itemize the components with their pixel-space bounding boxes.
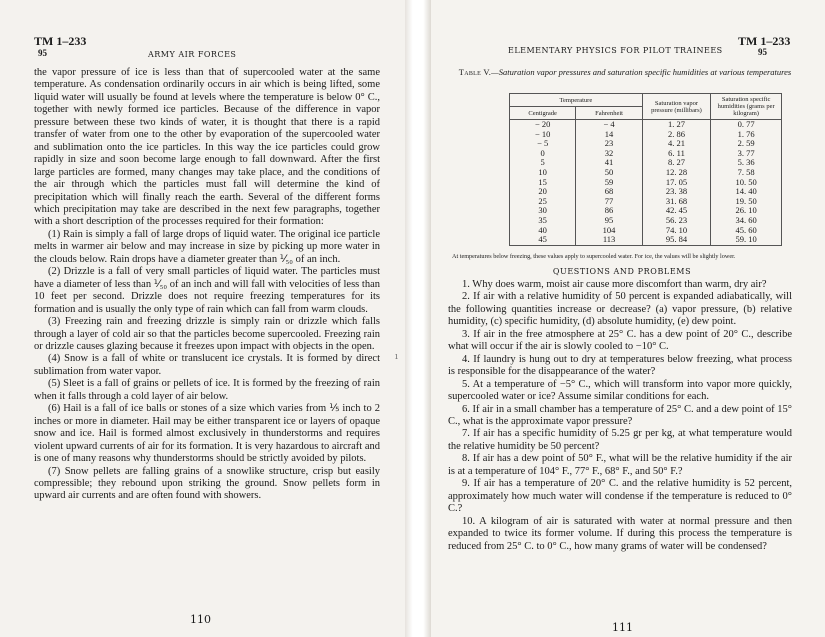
table-cell: 10. 50 [711,178,782,188]
right-header-title: ELEMENTARY PHYSICS FOR PILOT TRAINEES [508,46,723,55]
left-header-number: 95 [38,48,47,58]
right-page-number: 111 [612,621,633,634]
table-cell: 1. 27 [642,120,711,130]
table-cell: 41 [576,158,642,168]
table-cell: 23. 38 [642,187,711,197]
table-cell: − 4 [576,120,642,130]
question-item: 5. At a temperature of −5° C., which will transform into vapor more quickly, supercooled water or ice? Assume similar conditions for each. [448,378,792,403]
table-cell: 3. 77 [711,149,782,159]
table-cell: 31. 68 [642,197,711,207]
paragraph-intro: the vapor pressure of ice is less than that of supercooled water at the same temperature. As condensation ordinarily occurs in air which is being lifted, some liquid water will usually be found at levels where the temperature is below 0° C., together with newly formed ice particles. Because of the difference in vapor pressure between these two kinds of water, it is thought that there is a rapid transfer of water from one to the other by evaporation of the supercooled water and sublimation onto the ice particles. In this way the ice particles could grow rapidly in size and soon become large enough to fall downward. After the first large particles are formed, many changes may take place, and the conditions of the air through which the particles must fall will determine the kind of precipitation which will finally reach the earth. Several of the different forms which precipitation may take are described in the next few paragraphs, together with a short description of the processes required for their formation: [34,67,380,228]
table-cell: 40 [510,226,576,236]
table-cell: 113 [576,235,642,245]
paragraph-freezing-rain: (3) Freezing rain and freezing drizzle is simply rain or drizzle which falls through a layer of cold air so that the particles become supercooled. Freezing rain or drizzle causes glazing because it freezes upon impact with objects in the open. [34,316,380,352]
margin-mark: ı [395,352,398,362]
table-cell: 12. 28 [642,168,711,178]
table-cell: 26. 10 [711,206,782,216]
table-cell: 8. 27 [642,158,711,168]
questions-heading: QUESTIONS AND PROBLEMS [552,267,692,276]
table-cell: 35 [510,216,576,226]
table-cell: 59. 10 [711,235,782,245]
left-header-code: TM 1–233 [34,34,87,48]
paragraph-snow: (4) Snow is a fall of white or translucent ice crystals. It is formed by direct sublimation from water vapor. [34,353,380,377]
paragraph-rain: (1) Rain is simply a fall of large drops of liquid water. The original ice particle melts in warmer air below and may increase in size by picking up more water in the clouds below. Rain drops have a diameter greater than ⅟₅₀ of an inch. [34,228,380,265]
table-cell: 10 [510,168,576,178]
paragraph-hail: (6) Hail is a fall of ice balls or stones of a size which varies from ⅕ inch to 2 inches or more in diameter. Hail may be either transparent ice or layers of opaque snow and ice. Hail is formed almost exclusively in thunderstorms and requires violent upward currents of air for its formation. It is very hazardous to aircraft and is one of many reasons why thunderstorms should be strictly avoided by pilots. [34,403,380,465]
question-item: 8. If air has a dew point of 50° F., what will be the relative humidity if the air is at a temperature of 104° F., 77° F., 68° F., and 50° F.? [448,453,792,477]
table-row [510,235,782,245]
table-cell: 74. 10 [642,226,711,236]
table-cell: 17. 05 [642,178,711,188]
table-label: Table V. [458,67,492,77]
table-cell: 23 [576,139,642,149]
table-cell: 68 [576,187,642,197]
table-cell: 1. 76 [711,130,782,140]
fahrenheit-header: Fahrenheit [576,107,642,120]
book-gutter [405,0,431,637]
table-cell: 56. 23 [642,216,711,226]
table-cell: 19. 50 [711,197,782,207]
question-item: 10. A kilogram of air is saturated with water at normal pressure and then expanded to twice its former volume. If during this process the temperature is reduced from 25° C. to 0° C., how many grams of water will be condensed? [448,515,792,552]
table-cell: − 20 [510,120,576,130]
table-cell: 77 [576,197,642,207]
table-cell: 42. 45 [642,206,711,216]
table-cell: 4. 21 [642,139,711,149]
table-cell: 5 [510,158,576,168]
question-item: 7. If air has a specific humidity of 5.25 gr per kg, at what temperature would the relative humidity be 50 percent? [448,428,792,452]
table-cell: 2. 86 [642,130,711,140]
table-cell: 95. 84 [642,235,711,245]
table-cell: − 5 [510,139,576,149]
left-header-title: ARMY AIR FORCES [148,50,237,59]
table-cell: 30 [510,206,576,216]
table-caption-text: —Saturation vapor pressures and saturation specific humidities at various temperatures [491,67,792,77]
table-cell: 104 [576,226,642,236]
table-cell: 25 [510,197,576,207]
left-page-number: 110 [190,613,211,626]
vapor-pressure-table [509,93,782,246]
table-cell: 50 [576,168,642,178]
left-body-text [34,67,380,503]
table-cell: 15 [510,178,576,188]
specific-humidity-header: Saturation specific humidities (grams per kilogram) [711,94,782,120]
question-item: 4. If laundry is hung out to dry at temperatures below freezing, what process is responsible for the disappearance of the water? [448,353,792,378]
table-cell: − 10 [510,130,576,140]
table-cell: 59 [576,178,642,188]
table-caption [457,67,793,77]
table-cell: 2. 59 [711,139,782,149]
table-cell: 14 [576,130,642,140]
paragraph-drizzle: (2) Drizzle is a fall of very small particles of liquid water. The particles must have a diameter of less than ⅟₅₀ of an inch and will fall with velocities of less than 10 feet per second. Drizzle does not require freezing temperatures for its formation and is usually the only type of rain which can fall from warm clouds. [34,266,380,315]
question-item: 9. If air has a temperature of 20° C. and the relative humidity is 52 percent, approximately how much water will condense if the temperature is reduced to 0° C.? [448,478,792,515]
question-item: 2. If air with a relative humidity of 50 percent is expanded adiabatically, will the following quantities increase or decrease? (a) vapor pressure, (b) relative humidity, (c) specific humidity, (d) absolute humidity, (e) dew point. [448,291,792,328]
table-cell: 5. 36 [711,158,782,168]
table-cell: 0. 77 [711,120,782,130]
table-cell: 45 [510,235,576,245]
table-cell: 14. 40 [711,187,782,197]
table-cell: 0 [510,149,576,159]
right-header-code: TM 1–233 [738,34,791,48]
centigrade-header: Centigrade [510,107,576,120]
questions-list [448,279,792,553]
table-cell: 45. 60 [711,226,782,236]
question-item: 6. If air in a small chamber has a temperature of 25° C. and a dew point of 15° C., what is the approximate vapor pressure? [448,403,792,427]
vapor-pressure-header: Saturation vapor pressure (millibars) [642,94,711,120]
paragraph-sleet: (5) Sleet is a fall of grains or pellets of ice. It is formed by the freezing of rain when it falls through a cold layer of air below. [34,378,380,402]
table-cell: 6. 11 [642,149,711,159]
table-cell: 95 [576,216,642,226]
table-cell: 86 [576,206,642,216]
table-cell: 7. 58 [711,168,782,178]
right-header-number: 95 [758,47,767,57]
table-cell: 20 [510,187,576,197]
paragraph-snow-pellets: (7) Snow pellets are falling grains of a snowlike structure, crisp but easily compressible; they rebound upon striking the ground. Snow pellets form in upward air currents and are often found with showers. [34,465,380,502]
question-item: 1. Why does warm, moist air cause more discomfort than warm, dry air? [462,279,767,290]
table-footnote: At temperatures below freezing, these values apply to supercooled water. For ice, the values will be slightly lower. [452,253,736,260]
question-item: 3. If air in the free atmosphere at 25° C. has a dew point of 20° C., describe what will occur if the air is slowly cooled to −10° C. [448,328,792,353]
table-cell: 34. 60 [711,216,782,226]
temperature-header: Temperature [510,94,643,107]
table-cell: 32 [576,149,642,159]
